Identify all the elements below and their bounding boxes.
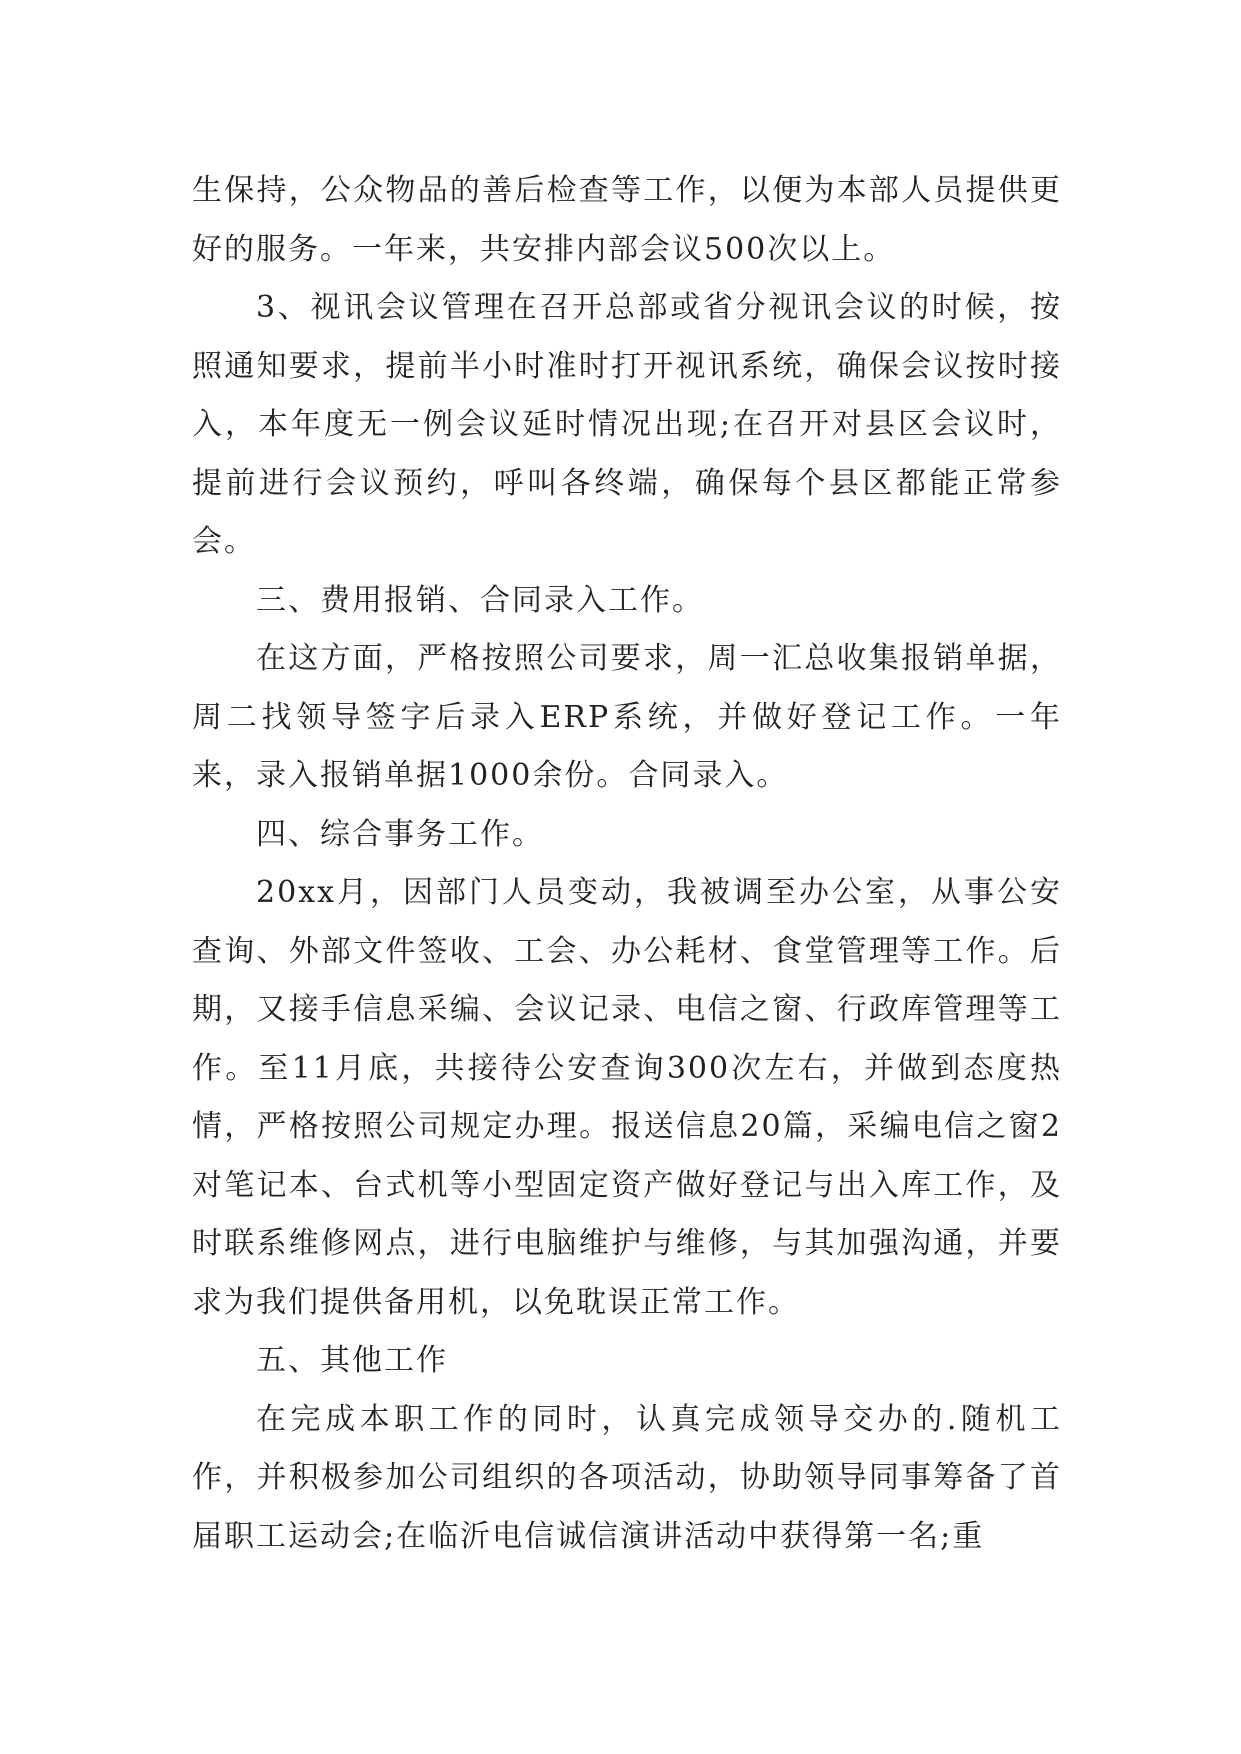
paragraph-continuation: 生保持，公众物品的善后检查等工作，以便为本部人员提供更好的服务。一年来，共安排内部会议500次以上。 — [192, 173, 1062, 267]
paragraph-expense: 在这方面，严格按照公司要求，周一汇总收集报销单据，周二找领导签字后录入ERP系统，并做好登记工作。一年来，录入报销单据1000余份。合同录入。 — [192, 641, 1062, 793]
document-body — [192, 162, 1062, 1566]
paragraph-video-conference: 3、视讯会议管理在召开总部或省分视讯会议的时候，按照通知要求，提前半小时准时打开视讯系统，确保会议按时接入，本年度无一例会议延时情况出现;在召开对县区会议时，提前进行会议预约，呼叫各终端，确保每个县区都能正常参会。 — [192, 290, 1062, 559]
section-heading-general-affairs: 四、综合事务工作。 — [256, 816, 544, 852]
section-heading-other-work: 五、其他工作 — [256, 1343, 448, 1378]
section-heading-expense: 三、费用报销、合同录入工作。 — [256, 582, 704, 618]
paragraph-other-work: 在完成本职工作的同时，认真完成领导交办的.随机工作，并积极参加公司组织的各项活动，协助领导同事筹备了首届职工运动会;在临沂电信诚信演讲活动中获得第一名;重 — [192, 1401, 1062, 1554]
paragraph-general-affairs: 20xx月，因部门人员变动，我被调至办公室，从事公安查询、外部文件签收、工会、办公耗材、食堂管理等工作。后期，又接手信息采编、会议记录、电信之窗、行政库管理等工作。至11月底，共接待公安查询300次左右，并做到态度热情，严格按照公司规定办理。报送信息20篇，采编电信之窗2对笔记本、台式机等小型固定资产做好登记与出入库工作，及时联系维修网点，进行电脑维护与维修，与其加强沟通，并要求为我们提供备用机，以免耽误正常工作。 — [192, 875, 1062, 1320]
